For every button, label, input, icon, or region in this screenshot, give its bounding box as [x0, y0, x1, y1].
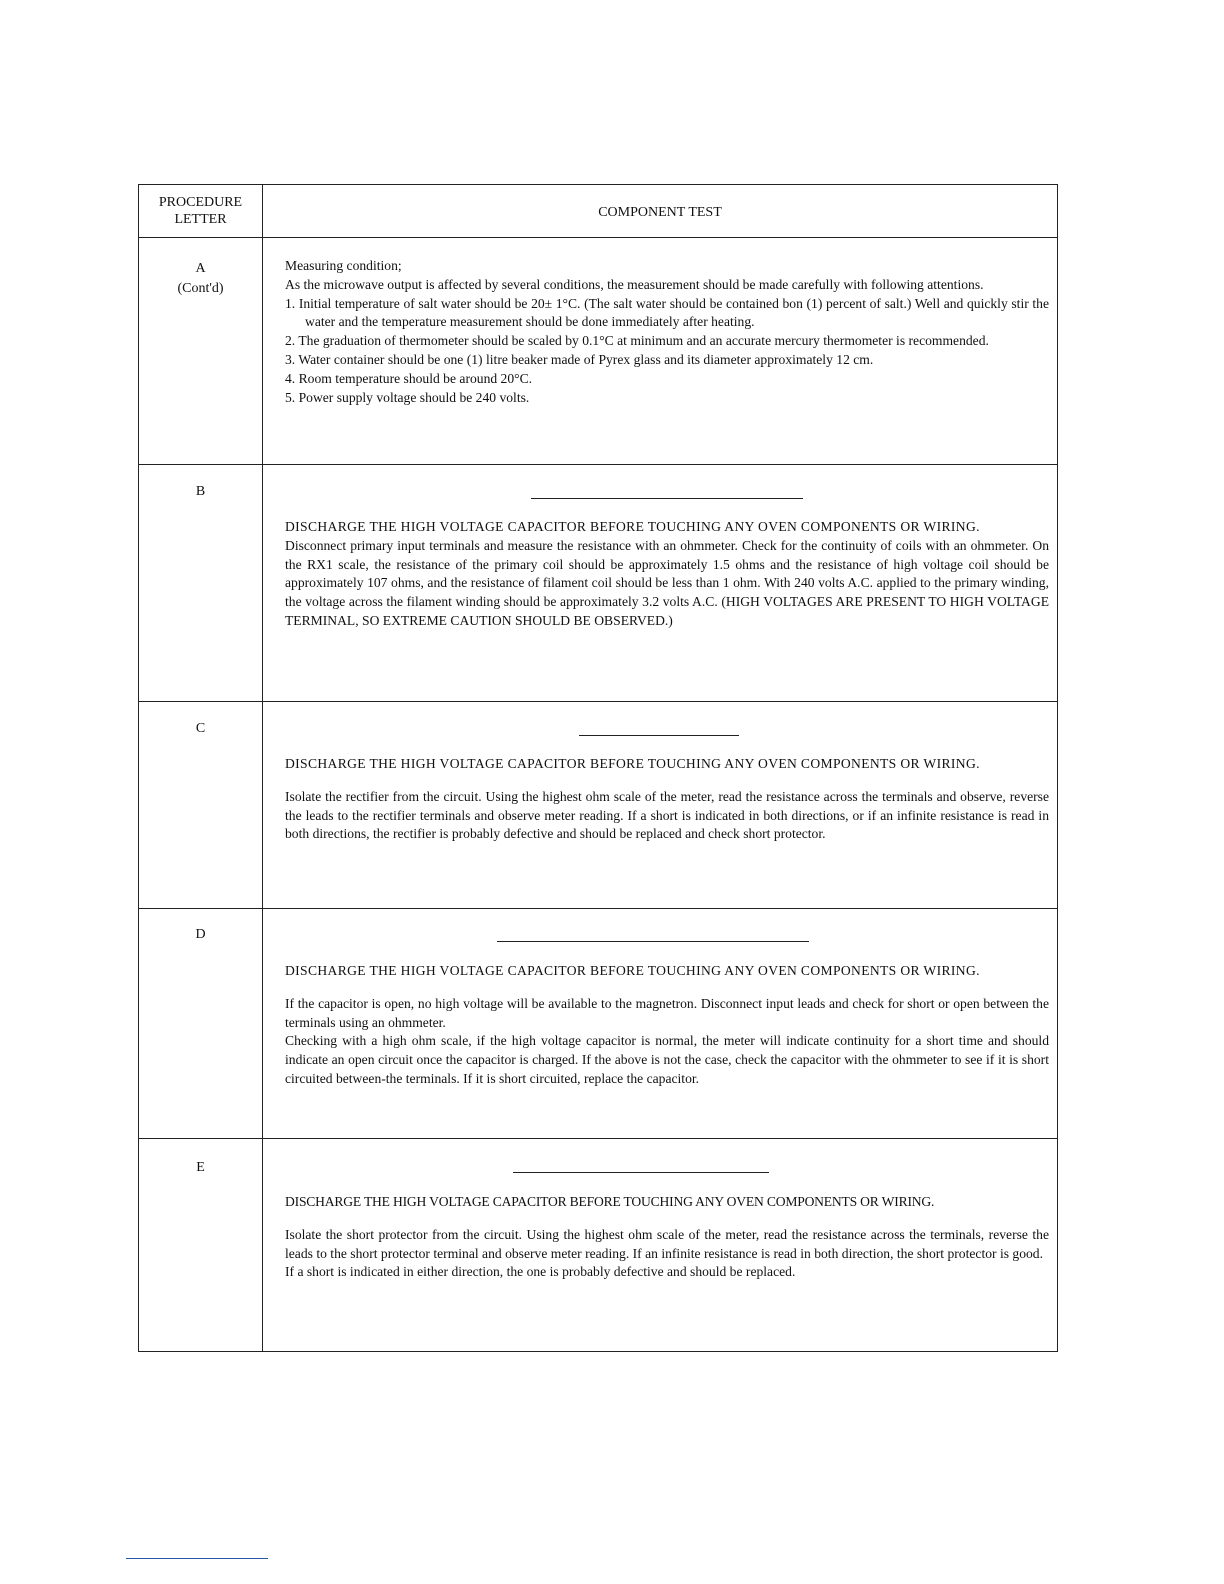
paragraph: Measuring condition; [285, 258, 402, 273]
paragraph: Disconnect primary input terminals and measure the resistance with an ohmmeter. Check for the continuity of coils with an ohmmeter. On the RX1 scale, the resistance of the primary coil should be approximately 1.5 ohms and the resistance of high voltage coil should be approximately 107 ohms, and the resistance of filament coil should be less than 1 ohm. With 240 volts A.C. applied to the primary winding, the voltage across the filament winding should be approximately 3.2 volts A.C. (HIGH VOLTAGES ARE PRESENT TO HIGH VOLTAGE TERMINAL, SO EXTREME CAUTION SHOULD BE OBSERVED.) [285, 537, 1049, 628]
row-c-content [285, 755, 1049, 844]
warning-text: DISCHARGE THE HIGH VOLTAGE CAPACITOR BEFORE TOUCHING ANY OVEN COMPONENTS OR WIRING. [285, 963, 980, 978]
section-title-rule [531, 498, 803, 499]
row-a-letter [139, 259, 262, 299]
section-title-rule [497, 941, 809, 942]
row-letter: A [195, 261, 206, 276]
row-c-letter: C [195, 721, 206, 736]
component-test-table [138, 184, 1058, 1352]
row-divider [139, 464, 1057, 465]
list-item: 4. Room temperature should be around 20°C. [285, 370, 533, 386]
list-item: 1. Initial temperature of salt water should be 20± 1°C. (The salt water should be contained bon (1) percent of salt.) Well and quickly stir the water and the temperature measurement should be done immediately after heating. [285, 295, 1049, 330]
paragraph: Checking with a high ohm scale, if the high voltage capacitor is normal, the meter will indicate continuity for a short time and should indicate an open circuit once the capacitor is charged. If the above is not the case, check the capacitor with the ohmmeter to see if it is short circuited between-the terminals. If it is short circuited, replace the capacitor. [285, 1033, 1049, 1086]
row-e-content [285, 1193, 1049, 1282]
row-b-content [285, 518, 1049, 631]
paragraph: As the microwave output is affected by several conditions, the measurement should be made carefully with following attentions. [285, 276, 984, 292]
footnote-rule [126, 1558, 268, 1559]
paragraph: If the capacitor is open, no high voltage will be available to the magnetron. Disconnect input leads and check for short or open between the terminals using an ohmmeter. [285, 995, 1049, 1030]
list-item: 5. Power supply voltage should be 240 volts. [285, 389, 530, 405]
section-title-rule [513, 1172, 769, 1173]
header-component-test: COMPONENT TEST [598, 205, 722, 220]
header-divider [139, 237, 1057, 238]
row-divider [139, 1138, 1057, 1139]
row-letter-sub: (Cont'd) [177, 281, 224, 296]
row-a-content [285, 257, 1049, 407]
row-d-content [285, 962, 1049, 1089]
row-divider [139, 908, 1057, 909]
row-b-letter: B [195, 484, 206, 499]
warning-text: DISCHARGE THE HIGH VOLTAGE CAPACITOR BEFORE TOUCHING ANY OVEN COMPONENTS OR WIRING. [285, 519, 980, 534]
list-item: 2. The graduation of thermometer should be scaled by 0.1°C at minimum and an accurate mercury thermometer is recommended. [285, 333, 989, 349]
list-item: 3. Water container should be one (1) litre beaker made of Pyrex glass and its diameter approximately 12 cm. [285, 351, 874, 367]
header-procedure-letter: PROCEDURE LETTER [158, 195, 243, 227]
paragraph: Isolate the short protector from the circuit. Using the highest ohm scale of the meter, read the resistance across the terminals, reverse the leads to the short protector terminal and observe meter reading. If an infinite resistance is read in both direction, the short protector is good. [285, 1226, 1049, 1261]
warning-text: DISCHARGE THE HIGH VOLTAGE CAPACITOR BEFORE TOUCHING ANY OVEN COMPONENTS OR WIRING. [285, 756, 980, 771]
row-divider [139, 701, 1057, 702]
paragraph: If a short is indicated in either direction, the one is probably defective and should be replaced. [285, 1264, 796, 1280]
column-divider [262, 185, 263, 1351]
section-title-rule [579, 735, 739, 736]
warning-text: DISCHARGE THE HIGH VOLTAGE CAPACITOR BEFORE TOUCHING ANY OVEN COMPONENTS OR WIRING. [285, 1194, 935, 1209]
row-d-letter: D [195, 927, 206, 942]
paragraph: Isolate the rectifier from the circuit. Using the highest ohm scale of the meter, read the resistance across the terminals and observe, reverse the leads to the rectifier terminals and observe meter reading. If a short is indicated in both directions, or if an infinite resistance is read in both directions, the rectifier is probably defective and should be replaced and check short protector. [285, 788, 1049, 842]
row-e-letter: E [196, 1160, 205, 1175]
